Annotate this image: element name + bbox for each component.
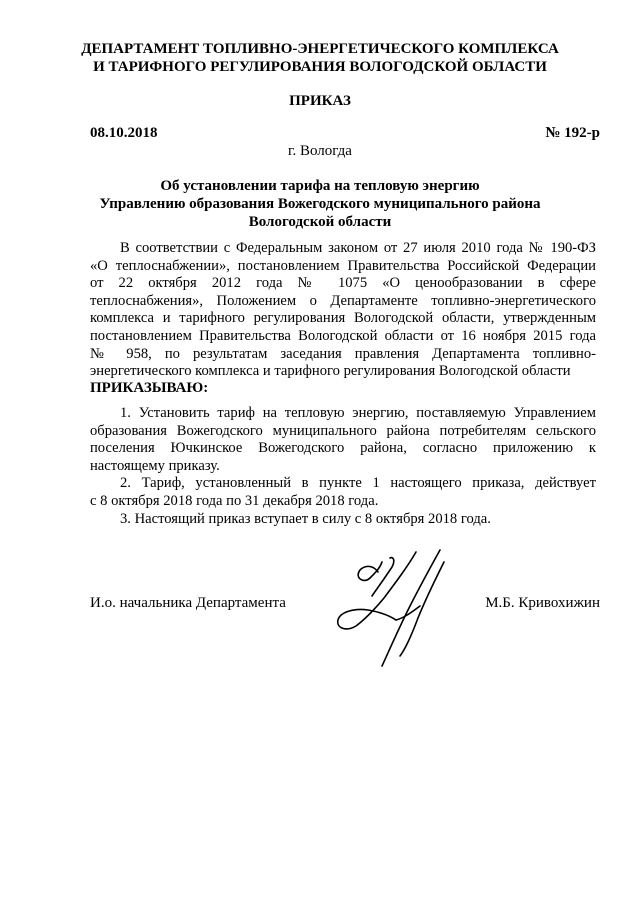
order-number: № 192-р xyxy=(545,125,600,141)
preamble-line: «О теплоснабжении», постановлением Правительства Российской Федерации xyxy=(90,257,596,274)
department-heading xyxy=(40,40,600,76)
item-2-line: с 8 октября 2018 года по 31 декабря 2018 года. xyxy=(90,492,379,509)
subject-line-3: Вологодской области xyxy=(248,214,392,230)
preamble-line: энергетического комплекса и тарифного регулирования Вологодской области xyxy=(90,363,571,380)
preamble-line: теплоснабжения», Положением о Департаменте топливно-энергетического xyxy=(90,292,596,309)
decree-word: ПРИКАЗЫВАЮ: xyxy=(90,380,209,396)
document-type: ПРИКАЗ xyxy=(289,93,351,109)
preamble-line: от 22 октября 2012 года № 1075 «О ценообразовании в сфере xyxy=(90,275,596,292)
preamble-line: В соответствии с Федеральным законом от 27 июля 2010 года № 190-ФЗ xyxy=(120,240,596,256)
order-date: 08.10.2018 xyxy=(90,125,158,141)
order-city: г. Вологда xyxy=(288,143,352,159)
signatory-role: И.о. начальника Департамента xyxy=(90,595,286,611)
item-2-line: 2. Тариф, установленный в пункте 1 настоящего приказа, действует xyxy=(120,475,596,492)
department-line-2: И ТАРИФНОГО РЕГУЛИРОВАНИЯ ВОЛОГОДСКОЙ ОБЛАСТИ xyxy=(93,59,547,75)
subject-line-2: Управлению образования Вожегодского муниципального района xyxy=(99,196,541,212)
item-1-line: поселения Ючкинское Вожегодского района, согласно приложению к xyxy=(90,440,596,457)
preamble-line: постановлением Правительства Вологодской области от 16 ноября 2015 года xyxy=(90,327,596,344)
item-1-line: настоящему приказу. xyxy=(90,457,220,474)
preamble-line: № 958, по результатам заседания правления Департамента топливно- xyxy=(90,345,596,362)
item-1-line: 1. Установить тариф на тепловую энергию, поставляемую Управлением xyxy=(120,405,596,421)
order-subject xyxy=(40,177,600,231)
subject-line-1: Об установлении тарифа на тепловую энергию xyxy=(160,178,480,194)
item-1-line: образования Вожегодского муниципального района потребителям сельского xyxy=(90,422,596,439)
preamble-line: комплекса и тарифного регулирования Вологодской области, утвержденным xyxy=(90,310,596,327)
order-items xyxy=(90,405,596,528)
preamble-paragraph xyxy=(90,240,596,381)
handwritten-signature xyxy=(320,548,470,673)
item-3-line: 3. Настоящий приказ вступает в силу с 8 октября 2018 года. xyxy=(120,510,491,527)
signatory-name: М.Б. Кривохижин xyxy=(485,595,600,611)
department-line-1: ДЕПАРТАМЕНТ ТОПЛИВНО-ЭНЕРГЕТИЧЕСКОГО КОМПЛЕКСА xyxy=(81,41,559,57)
